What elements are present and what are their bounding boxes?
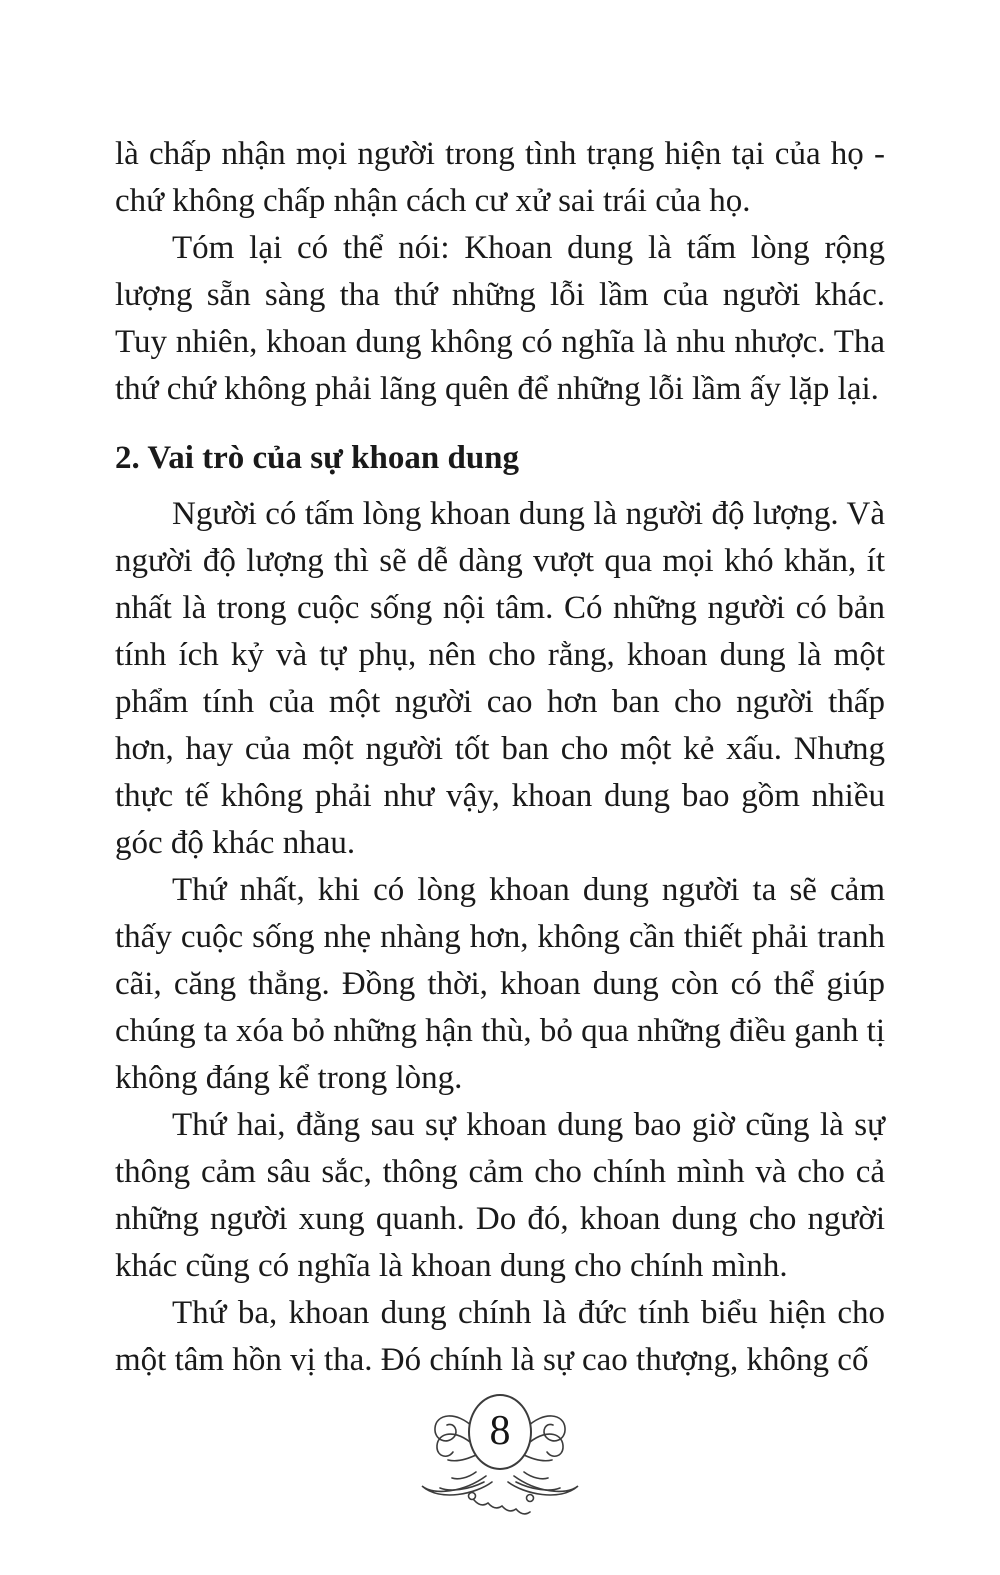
paragraph: Tóm lại có thể nói: Khoan dung là tấm lòng rộng lượng sẵn sàng tha thứ những lỗi lầm của người khác. Tuy nhiên, khoan dung không có nghĩa là nhu nhược. Tha thứ chứ không phải lãng quên để những lỗi lầm ấy lặp lại. <box>115 230 885 407</box>
section-heading: 2. Vai trò của sự khoan dung <box>115 440 520 476</box>
text-block <box>115 131 885 1384</box>
paragraph: Thứ ba, khoan dung chính là đức tính biểu hiện cho một tâm hồn vị tha. Đó chính là sự cao thượng, không cố <box>115 1295 885 1378</box>
page-number-ornament <box>390 1388 610 1518</box>
paragraph-continuation: là chấp nhận mọi người trong tình trạng hiện tại của họ - chứ không chấp nhận cách cư xử sai trái của họ. <box>115 136 885 219</box>
page-footer <box>0 1388 1000 1518</box>
page-number-circle <box>468 1394 532 1470</box>
paragraph: Người có tấm lòng khoan dung là người độ lượng. Và người độ lượng thì sẽ dễ dàng vượt qua mọi khó khăn, ít nhất là trong cuộc sống nội tâm. Có những người có bản tính ích kỷ và tự phụ, nên cho rằng, khoan dung là một phẩm tính của một người cao hơn ban cho người thấp hơn, hay của một người tốt ban cho một kẻ xấu. Nhưng thực tế không phải như vậy, khoan dung bao gồm nhiều góc độ khác nhau. <box>115 496 885 861</box>
page-number: 8 <box>489 1408 511 1454</box>
paragraph: Thứ hai, đằng sau sự khoan dung bao giờ cũng là sự thông cảm sâu sắc, thông cảm cho chính mình và cho cả những người xung quanh. Do đó, khoan dung cho người khác cũng có nghĩa là khoan dung cho chính mình. <box>115 1107 885 1284</box>
paragraph: Thứ nhất, khi có lòng khoan dung người ta sẽ cảm thấy cuộc sống nhẹ nhàng hơn, không cần thiết phải tranh cãi, căng thẳng. Đồng thời, khoan dung còn có thể giúp chúng ta xóa bỏ những hận thù, bỏ qua những điều ganh tị không đáng kể trong lòng. <box>115 872 885 1096</box>
